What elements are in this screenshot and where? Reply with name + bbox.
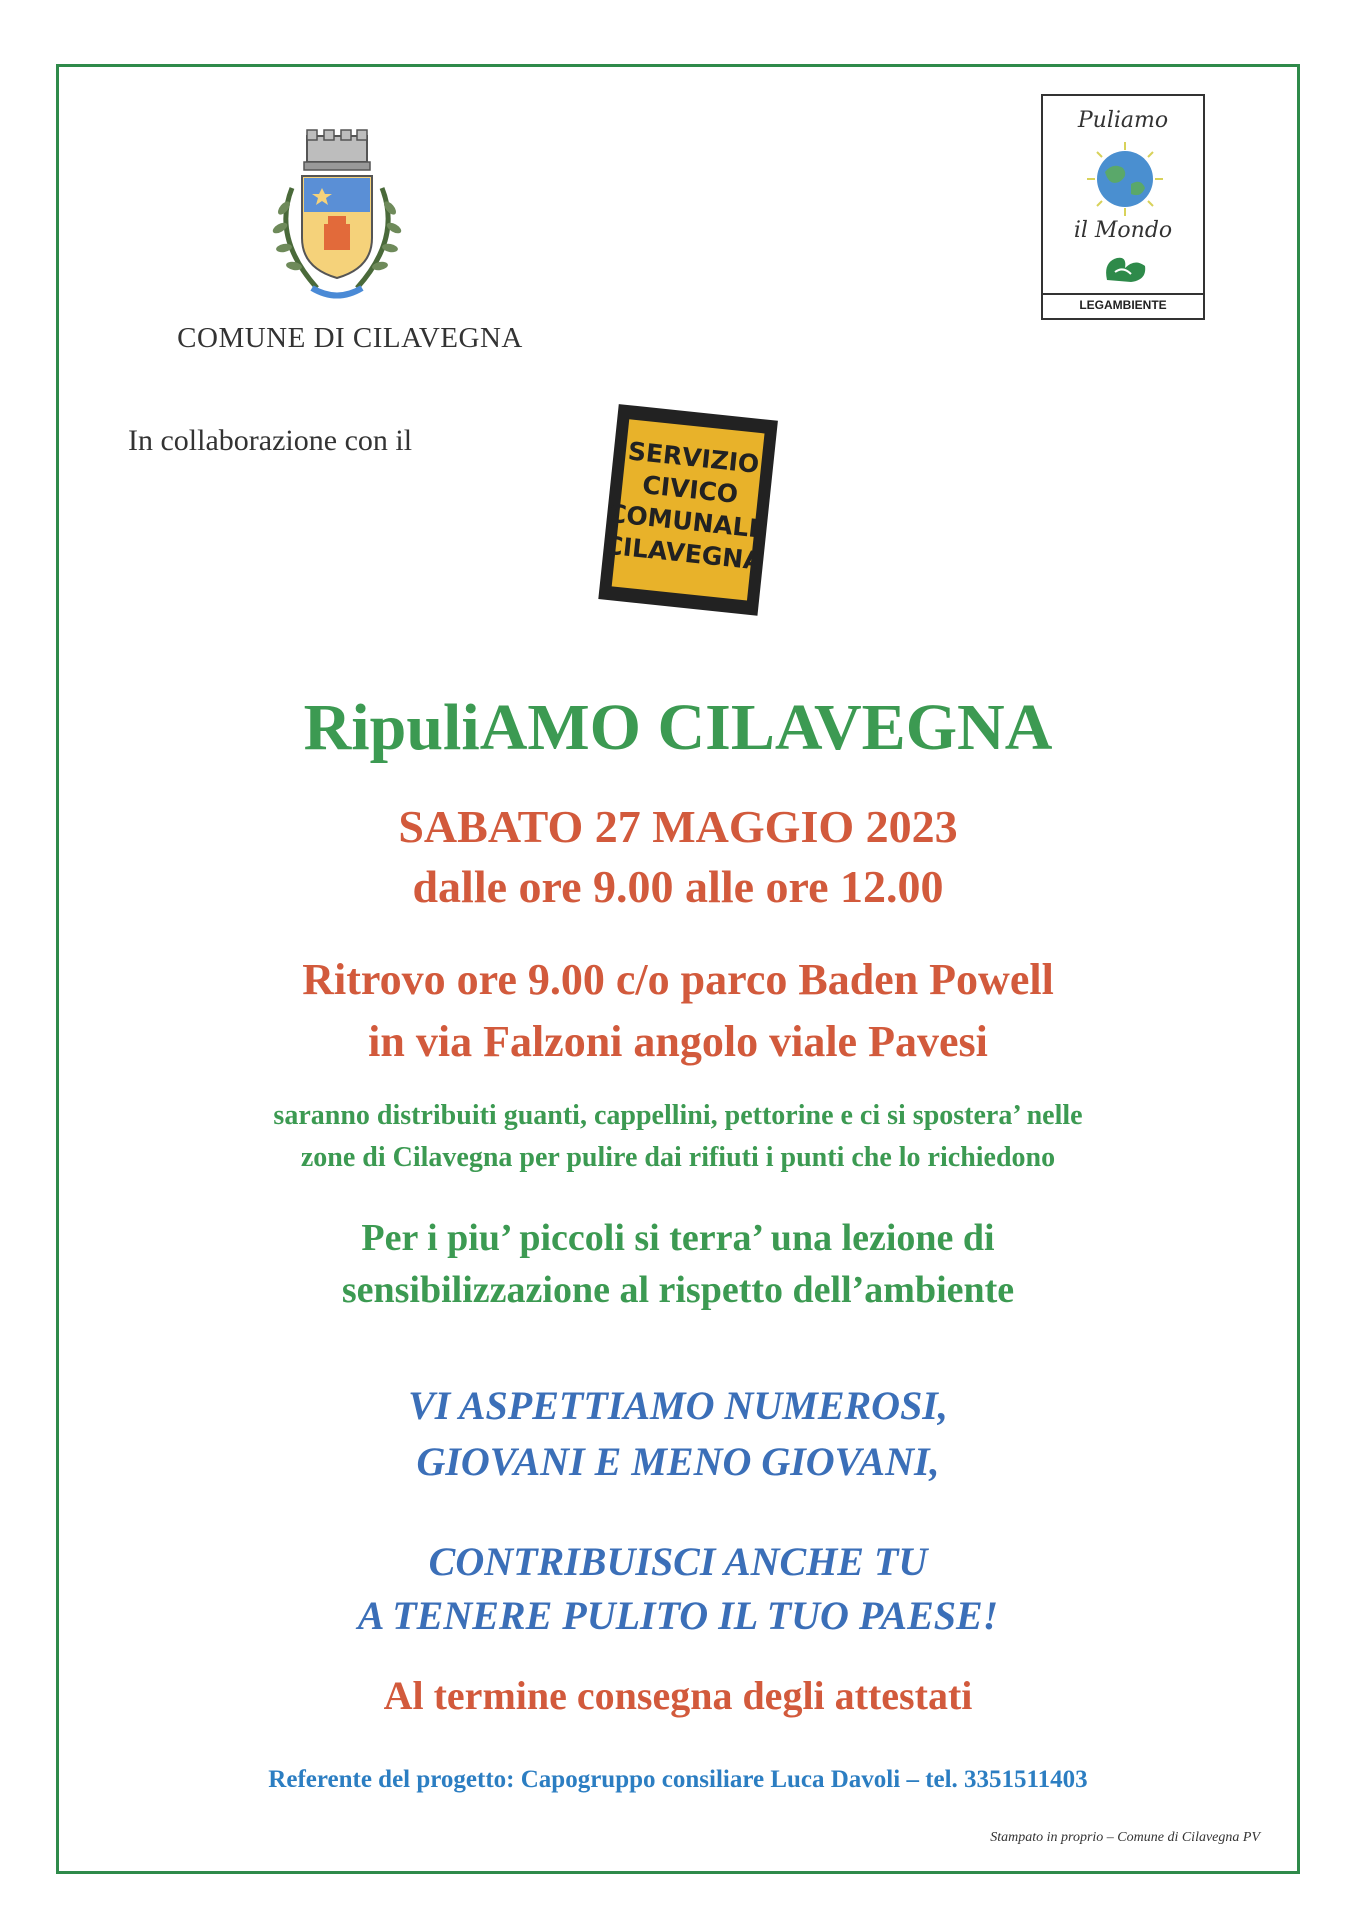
kids-line-2: sensibilizzazione al rispetto dell’ambiente xyxy=(341,1269,1015,1311)
globe-icon xyxy=(1081,142,1169,216)
badge-line-civico: CIVICO xyxy=(641,470,740,509)
badge-line-cilavegna: CILAVEGNA xyxy=(603,530,764,576)
collab-text: In collaborazione con il xyxy=(128,424,413,457)
comune-name: COMUNE DI CILAVEGNA xyxy=(177,322,523,354)
meeting-line-2: in via Falzoni angolo viale Pavesi xyxy=(368,1017,988,1066)
closing-line: Al termine consegna degli attestati xyxy=(383,1673,973,1718)
description-line-1: saranno distribuiti guanti, cappellini, pettorine e ci si spostera’ nelle xyxy=(273,1100,1083,1131)
event-time: dalle ore 9.00 alle ore 12.00 xyxy=(412,861,944,912)
badge-line-comunale: COMUNALE xyxy=(606,498,768,545)
contribute-line-1: CONTRIBUISCI ANCHE TU xyxy=(428,1539,928,1584)
badge-line-servizio: SERVIZIO xyxy=(626,436,761,479)
contact-line: Referente del progetto: Capogruppo consiliare Luca Davoli – tel. 3351511403 xyxy=(268,1766,1088,1793)
logo-line-puliamo: Puliamo xyxy=(1077,108,1169,133)
event-title: RipuliAMO CILAVEGNA xyxy=(303,691,1053,764)
comune-crest-logo xyxy=(262,128,412,308)
legambiente-logo xyxy=(1041,94,1205,320)
logo-brand: LEGAMBIENTE xyxy=(1043,293,1203,312)
meeting-line-1: Ritrovo ore 9.00 c/o parco Baden Powell xyxy=(302,955,1054,1004)
contribute-line-2: A TENERE PULITO IL TUO PAESE! xyxy=(357,1593,999,1638)
event-date: SABATO 27 MAGGIO 2023 xyxy=(398,801,958,852)
invite-line-2: GIOVANI E MENO GIOVANI, xyxy=(416,1439,940,1484)
invite-line-1: VI ASPETTIAMO NUMEROSI, xyxy=(408,1383,948,1428)
description-line-2: zone di Cilavegna per pulire dai rifiuti i punti che lo richiedono xyxy=(300,1142,1056,1173)
kids-line-1: Per i piu’ piccoli si terra’ una lezione di xyxy=(361,1217,995,1259)
swan-icon xyxy=(1101,252,1149,286)
servizio-civico-badge xyxy=(594,396,784,626)
printed-note: Stampato in proprio – Comune di Cilavegna PV xyxy=(990,1830,1260,1845)
logo-line-il-mondo: il Mondo xyxy=(1073,218,1173,243)
